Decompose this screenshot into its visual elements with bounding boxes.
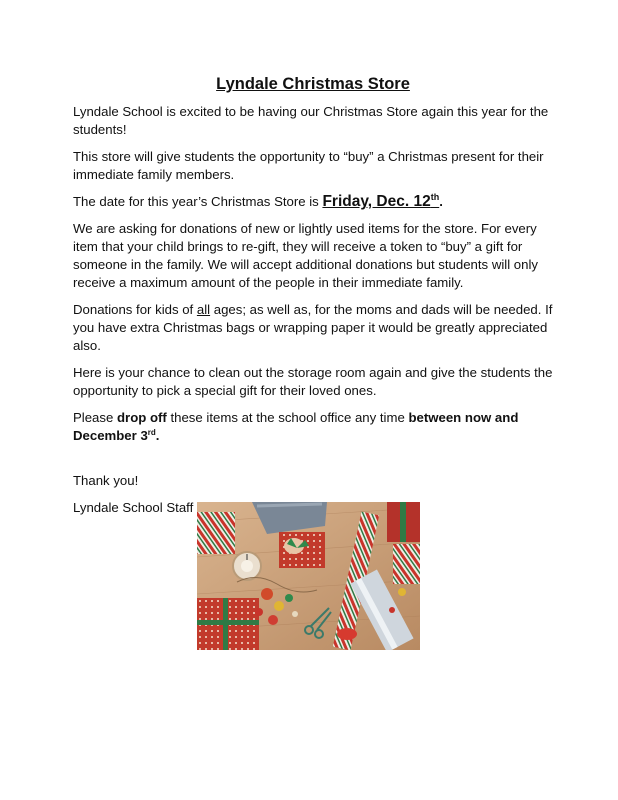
date-period: . [439, 194, 443, 209]
paragraph-dropoff [73, 409, 553, 445]
gift-wrapping-photo-art [197, 502, 420, 650]
paragraph-donations: We are asking for donations of new or lightly used items for the store. For every item that your child brings to re-gift, they will receive a token to “buy” a gift for someone in the family. We will accept additional donations but students will only receive a maximum amount of the people in their immediate family. [73, 221, 538, 290]
event-date [322, 193, 439, 210]
paragraph-storage: Here is your chance to clean out the storage room again and give the students the opportunity to pick a special gift for their loved ones. [73, 365, 553, 398]
ages-text-a: Donations for kids of [73, 302, 197, 317]
paragraph-ages [73, 301, 553, 355]
paragraph-purpose: This store will give students the opportunity to “buy” a Christmas present for their immediate family members. [73, 149, 544, 182]
paragraph-date [73, 193, 553, 211]
deadline-period: . [155, 428, 160, 443]
dropoff-text-a: Please [73, 410, 117, 425]
thank-you: Thank you! [73, 473, 139, 488]
date-lead-text: The date for this year’s Christmas Store is [73, 194, 323, 209]
event-date-suffix: th [430, 192, 440, 202]
dropoff-text-b: these items at the school office any time [166, 410, 409, 425]
deadline-text: between now and December 3 [73, 410, 519, 443]
paragraph-intro: Lyndale School is excited to be having our Christmas Store again this year for the students! [73, 104, 549, 137]
ages-text-b: ages; as well as, for the moms and dads will be needed. If you have extra Christmas bags or wrapping paper it would be greatly appreciated also. [73, 302, 553, 353]
signature: Lyndale School Staff [73, 500, 194, 515]
gift-wrapping-photo [197, 502, 420, 650]
flyer-content [73, 74, 553, 526]
event-date-text: Friday, Dec. 12 [322, 193, 431, 210]
spacer [73, 454, 553, 472]
page-title: Lyndale Christmas Store [216, 75, 410, 93]
ages-all: all [196, 302, 211, 317]
dropoff-bold: drop off [117, 410, 167, 425]
deadline-suffix: rd [147, 428, 156, 437]
